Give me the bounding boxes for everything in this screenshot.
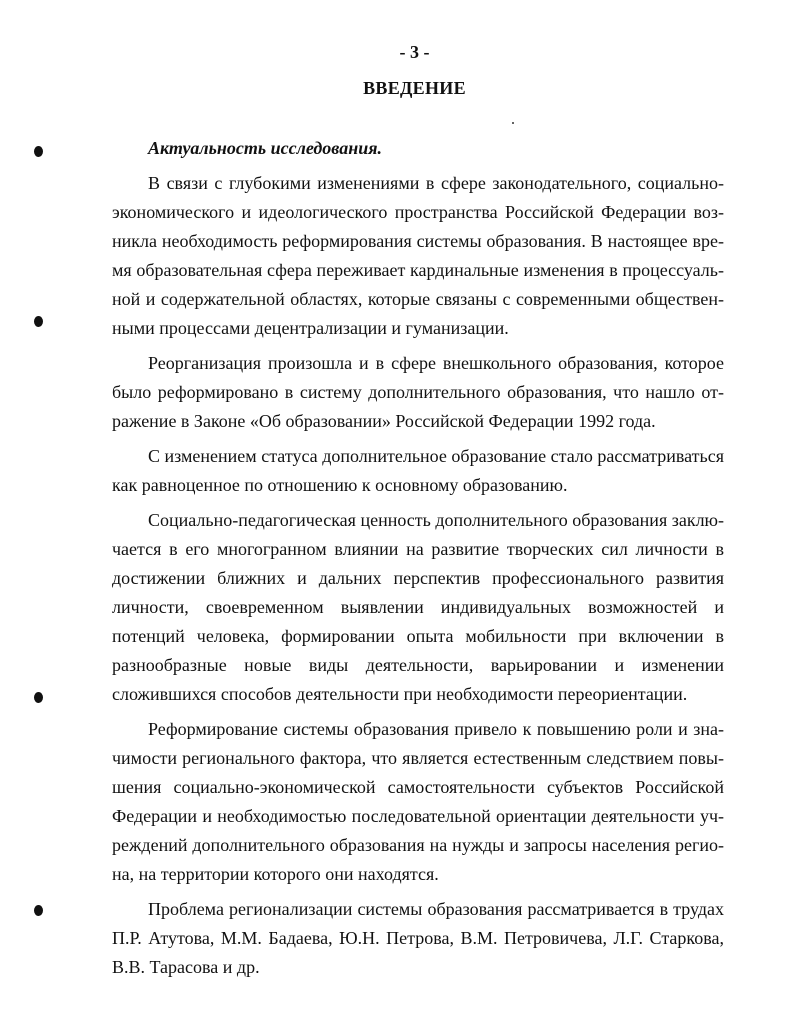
punch-hole-mark [34, 905, 43, 916]
paragraph: С изменением статуса дополнительное образование стало рассматриваться как равноценное по отношению к основному образованию. [112, 446, 724, 495]
punch-hole-mark [34, 692, 43, 703]
section-heading: ВВЕДЕНИЕ [363, 78, 466, 98]
paragraph: Проблема регионализации системы образования рассматривается в трудах П.Р. Атутова, М.М. Бадаева, Ю.Н. Петрова, В.М. Петровичева, Л.Г. Старкова, В.В. Тарасова и др. [112, 899, 724, 977]
punch-hole-mark [34, 316, 43, 327]
paragraph: Реформирование системы образования привело к повышению роли и значимости регионального фактора, что является естественным следствием повышения социально-экономической самостоятельности субъектов Российской Федерации и необходимостью последовательной ориентации деятельности учреждений дополнительного образования на нужды и запросы населения региона, на территории которого они находятся. [112, 719, 724, 884]
paragraph: Социально-педагогическая ценность дополнительного образования заключается в его многогранном влиянии на развитие творческих сил личности в достижении ближних и дальних перспектив профессионального развития личности, своевременном выявлении индивидуальных возможностей и потенций человека, формировании опыта мобильности при включении в разнообразные новые виды деятельности, варьировании и изменении сложившихся способов деятельности при необходимости переориентации. [112, 510, 724, 704]
punch-hole-mark [34, 146, 43, 157]
paragraph: В связи с глубокими изменениями в сфере законодательного, социально-экономического и идеологического пространства Российской Федерации возникла необходимость реформирования системы образования. В настоящее время образовательная сфера переживает кардинальные изменения в процессуальной и содержательной областях, которые связаны с современными общественными процессами децентрализации и гуманизации. [112, 173, 724, 338]
page-number: - 3 - [399, 42, 430, 62]
paragraph: Реорганизация произошла и в сфере внешкольного образования, которое было реформировано в систему дополнительного образования, что нашло отражение в Законе «Об образовании» Российской Федерации 1992 года. [112, 353, 724, 431]
subheading: Актуальность исследования. [148, 138, 382, 158]
section-body [112, 134, 724, 982]
scan-speck [512, 122, 514, 124]
